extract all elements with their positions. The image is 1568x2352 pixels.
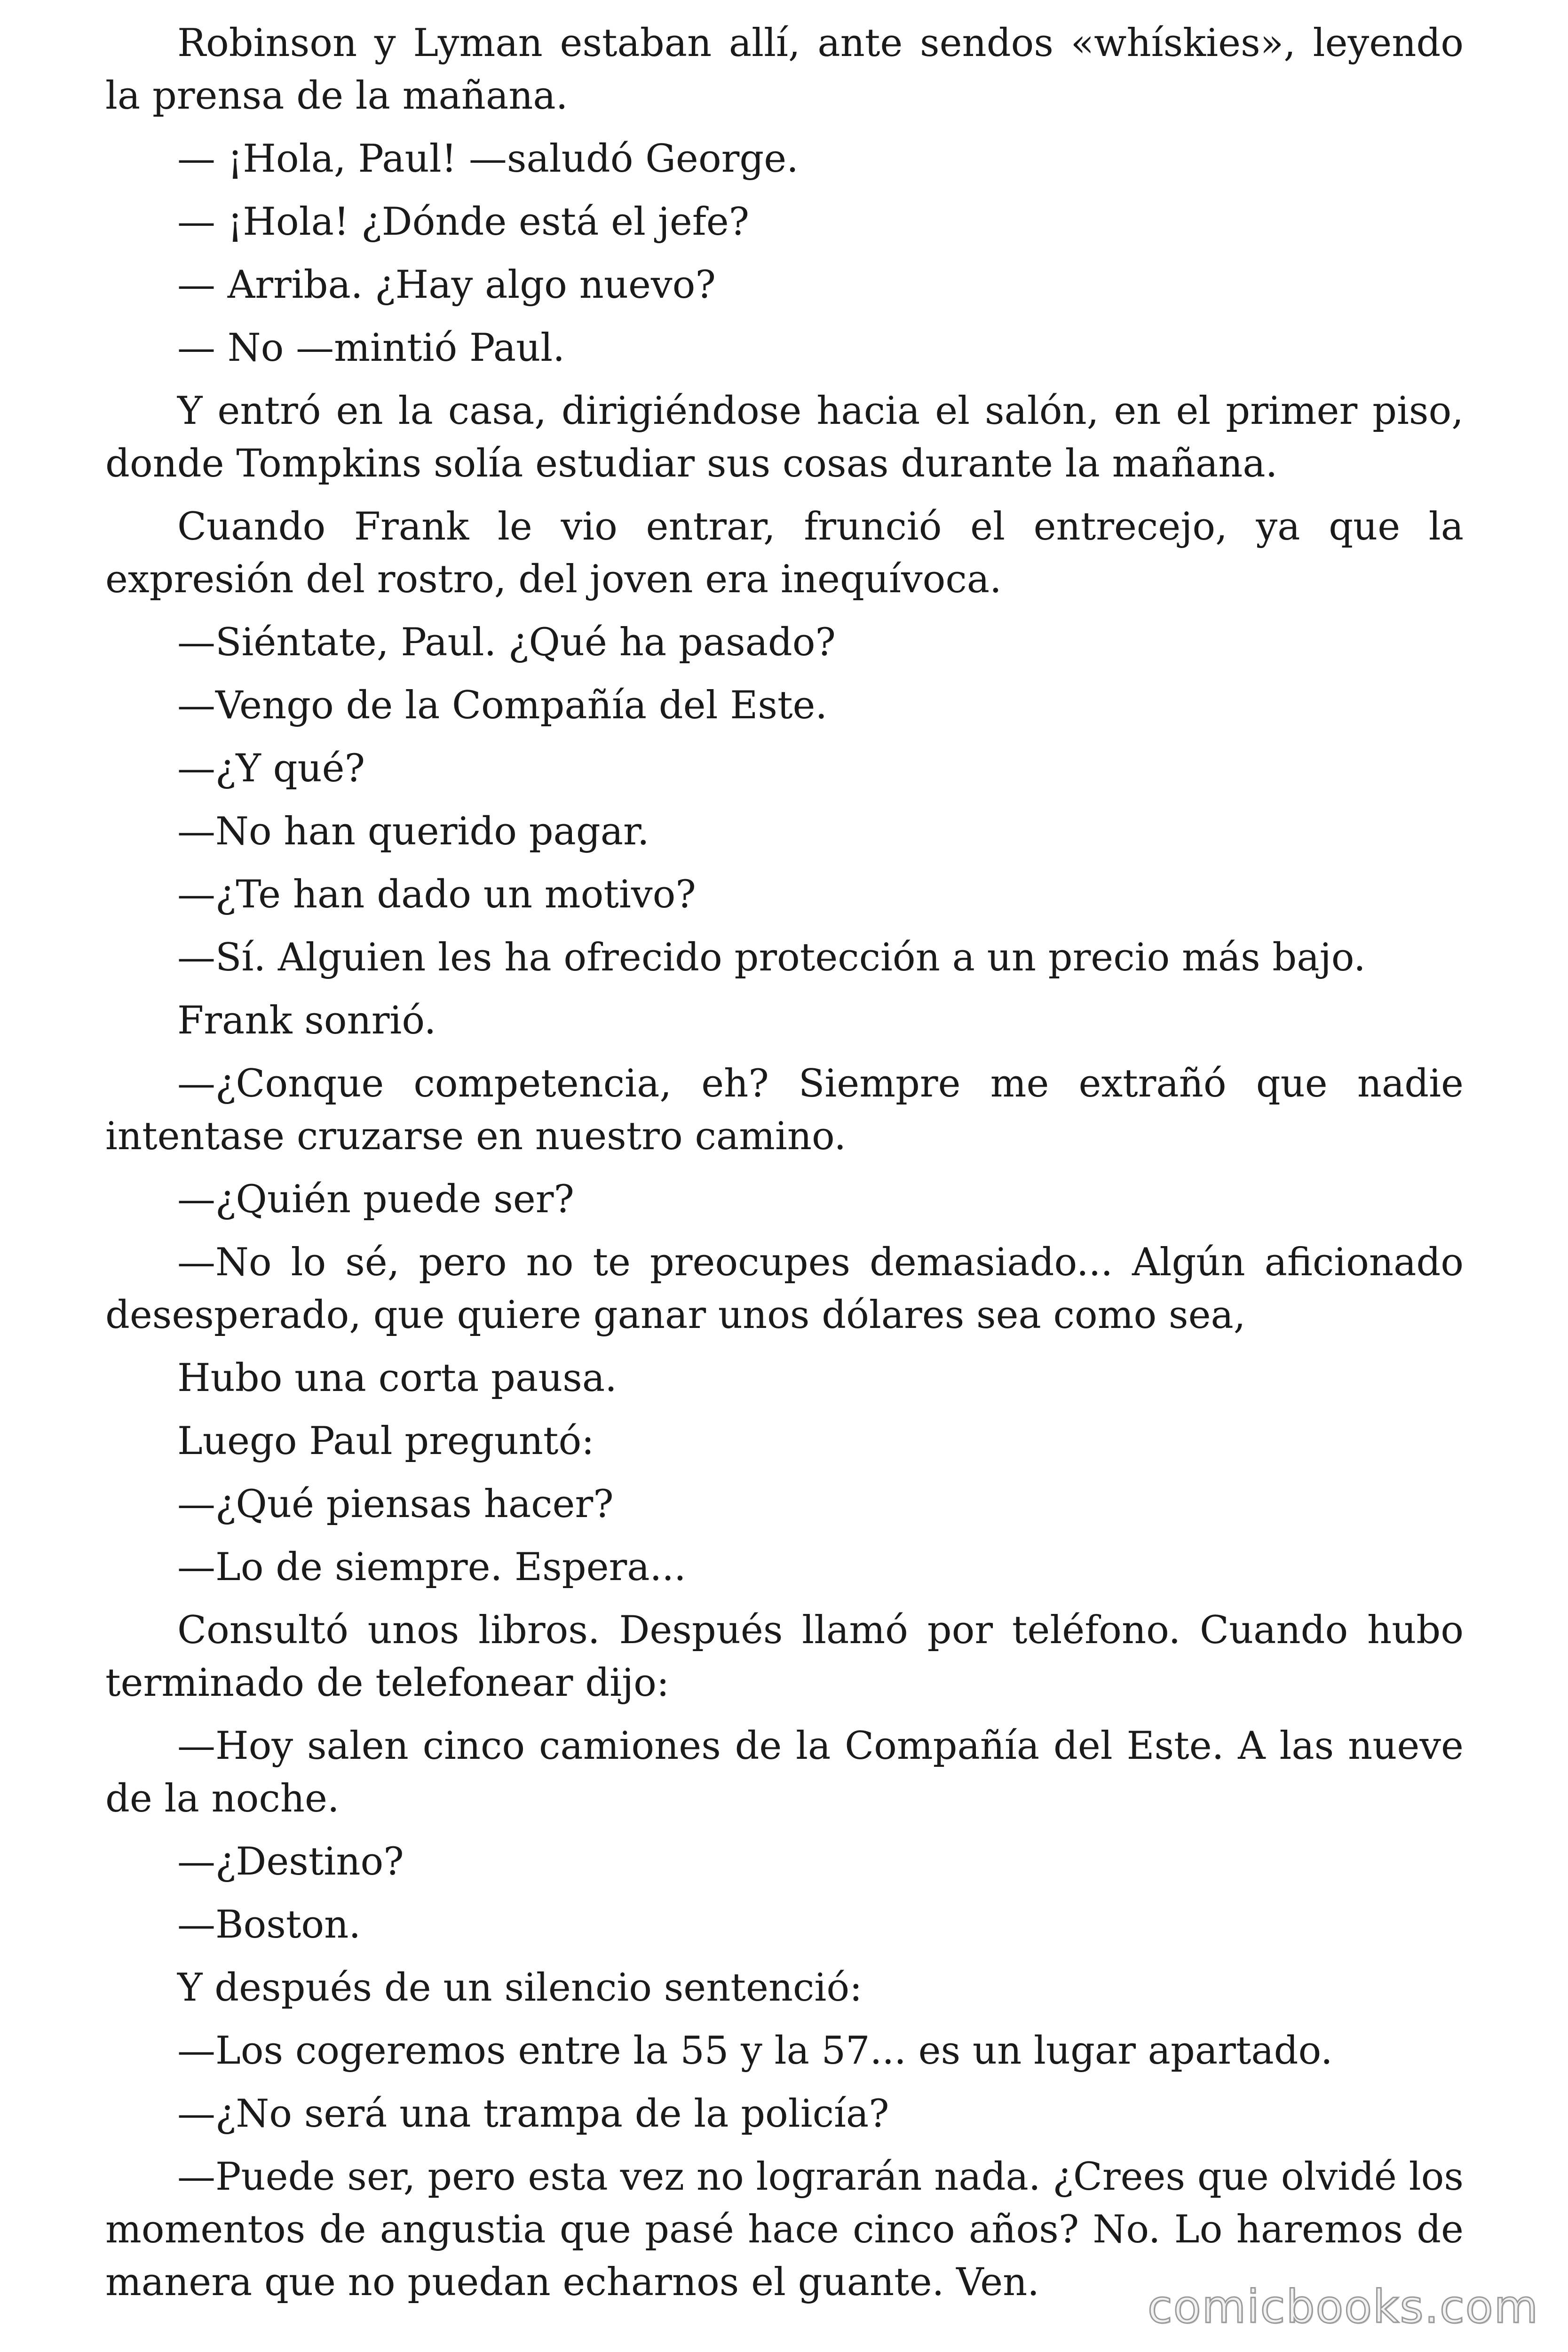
paragraph: — No —mintió Paul. — [177, 326, 565, 370]
paragraph: — Arriba. ¿Hay algo nuevo? — [177, 263, 716, 307]
paragraph: Consultó unos libros. Después llamó por teléfono. Cuando hubo terminado de telefonear dijo: — [105, 1608, 1464, 1705]
paragraph: Hubo una corta pausa. — [177, 1356, 617, 1400]
paragraph: —Lo de siempre. Espera... — [177, 1545, 686, 1589]
paragraph: —No han querido pagar. — [177, 810, 649, 854]
paragraph: —¿No será una trampa de la policía? — [177, 2092, 889, 2136]
watermark: comicbooks.com — [1147, 2280, 1539, 2333]
paragraph: —Siéntate, Paul. ¿Qué ha pasado? — [177, 620, 836, 665]
paragraph: —No lo sé, pero no te preocupes demasiado... Algún aficionado desesperado, que quiere ganar unos dólares sea como sea, — [105, 1240, 1464, 1337]
paragraph: — ¡Hola! ¿Dónde está el jefe? — [177, 200, 750, 244]
paragraph: —Sí. Alguien les ha ofrecido protección a un precio más bajo. — [177, 936, 1366, 980]
paragraph: —¿Destino? — [177, 1840, 404, 1884]
paragraph: —¿Y qué? — [177, 747, 365, 791]
paragraph: —Boston. — [177, 1903, 361, 1947]
page-text — [105, 17, 1464, 2319]
paragraph: —¿Quién puede ser? — [177, 1177, 574, 1222]
paragraph: Luego Paul preguntó: — [177, 1419, 594, 1463]
paragraph: Y después de un silencio sentenció: — [177, 1966, 863, 2010]
paragraph: — ¡Hola, Paul! —saludó George. — [177, 137, 799, 181]
paragraph: —¿Conque competencia, eh? Siempre me extrañó que nadie intentase cruzarse en nuestro camino. — [105, 1062, 1464, 1159]
paragraph: Robinson y Lyman estaban allí, ante sendos «whískies», leyendo la prensa de la mañana. — [105, 21, 1464, 118]
paragraph: —Puede ser, pero esta vez no lograrán nada. ¿Crees que olvidé los momentos de angustia que pasé hace cinco años? No. Lo haremos de manera que no puedan echarnos el guante. Ven. — [105, 2155, 1464, 2304]
paragraph: Cuando Frank le vio entrar, frunció el entrecejo, ya que la expresión del rostro, del joven era inequívoca. — [105, 505, 1464, 602]
paragraph: —Vengo de la Compañía del Este. — [177, 683, 828, 728]
paragraph: —Hoy salen cinco camiones de la Compañía del Este. A las nueve de la noche. — [105, 1724, 1464, 1821]
paragraph: Y entró en la casa, dirigiéndose hacia el salón, en el primer piso, donde Tompkins solía estudiar sus cosas durante la mañana. — [105, 389, 1464, 486]
paragraph: —¿Qué piensas hacer? — [177, 1482, 614, 1526]
paragraph: Frank sonrió. — [177, 999, 436, 1043]
paragraph: —Los cogeremos entre la 55 y la 57... es un lugar apartado. — [177, 2029, 1333, 2073]
paragraph: —¿Te han dado un motivo? — [177, 873, 696, 917]
